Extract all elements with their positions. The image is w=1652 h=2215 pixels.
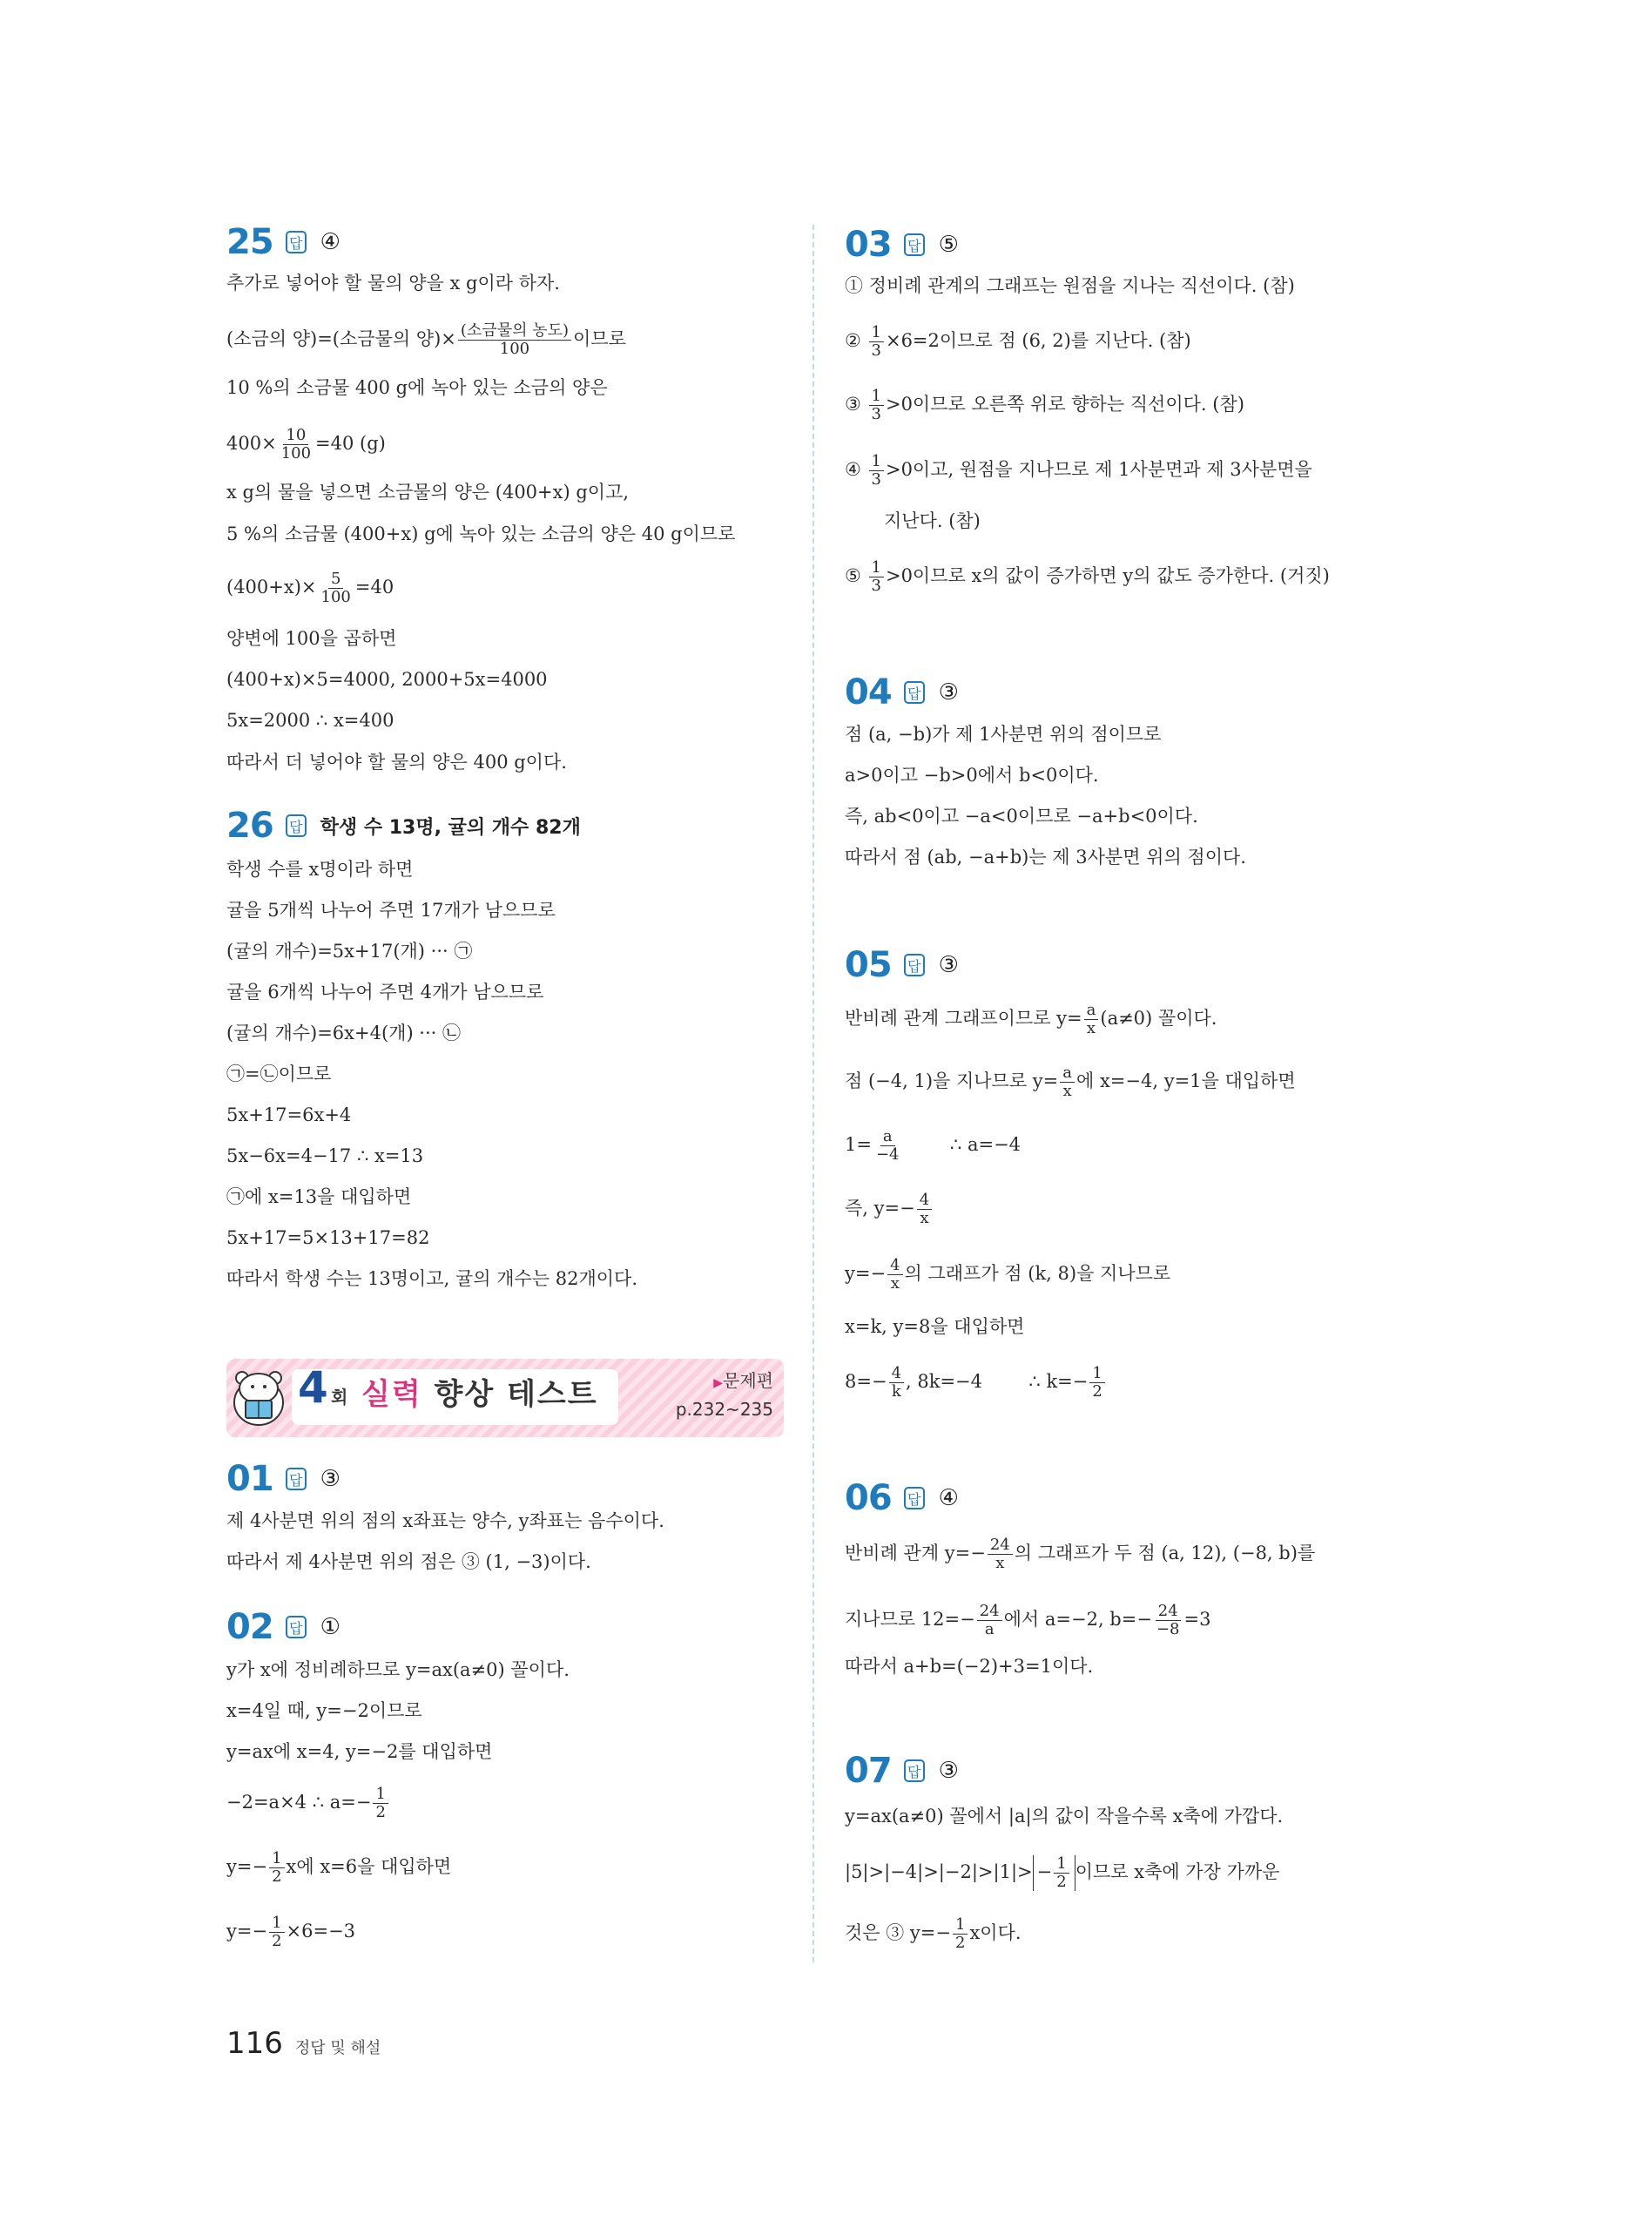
solution-line: y=ax(a≠0) 꼴에서 |a|의 값이 작을수록 x축에 가깝다. (845, 1806, 1284, 1827)
test-round-label: 회 (331, 1387, 348, 1408)
footer-label: 정답 및 해설 (294, 2039, 381, 2057)
solution-line: 반비례 관계 그래프이므로 y= $\frac{a}{x}$ (a≠0) 꼴이다. (845, 1001, 1217, 1037)
solution-line: 점 (−4, 1)을 지나므로 y= $\frac{a}{x}$ 에 x=−4, y=1을 대입하면 (845, 1064, 1296, 1100)
answer-tag: 답 (904, 1487, 925, 1509)
solution-line: 제 4사분면 위의 점의 x좌표는 양수, y좌표는 음수이다. (226, 1510, 664, 1531)
answer-tag: 답 (904, 681, 925, 704)
answer-tag: 답 (904, 954, 925, 976)
solution-line: 5x=2000 ∴ x=400 (226, 710, 394, 731)
solution-line: ㉠에 x=13을 대입하면 (226, 1186, 412, 1207)
solution-line: (소금의 양)=(소금물의 양)× $\frac{\text{(소금물의 농도)}}{100}$ 이므로 (226, 321, 626, 358)
problem-number: 05 (845, 945, 892, 985)
problem-number: 01 (226, 1459, 273, 1499)
answer-value: ③ (938, 1758, 959, 1784)
solution-line: 것은 ③ y=− $\frac{1}{2}$ x이다. (845, 1915, 1022, 1952)
solution-line: 지나므로 12=− $\frac{24}{a}$ 에서 a=−2, b=− $\frac{24}{-8}$ =3 (845, 1602, 1211, 1638)
section-banner (226, 1359, 784, 1437)
solution-line: 즉, y=− $\frac{4}{x}$ (845, 1192, 934, 1227)
solution-line: 1= $\frac{a}{-4}$ ∴ a=−4 (845, 1127, 1022, 1164)
solution-line: y=− $\frac{1}{2}$ ×6=−3 (226, 1914, 356, 1950)
answer-value: ⑤ (938, 232, 959, 258)
solution-line: (귤의 개수)=5x+17(개) ··· ㉠ (226, 941, 473, 962)
answer-value: ④ (938, 1485, 959, 1511)
solution-line: 따라서 a+b=(−2)+3=1이다. (845, 1656, 1094, 1677)
solution-line: 따라서 점 (ab, −a+b)는 제 3사분면 위의 점이다. (845, 847, 1246, 868)
solution-line: y가 x에 정비례하므로 y=ax(a≠0) 꼴이다. (226, 1659, 570, 1680)
solution-line: 400× $\frac{10}{100}$ =40 (g) (226, 426, 386, 463)
solution-line: 점 (a, −b)가 제 1사분면 위의 점이므로 (845, 724, 1162, 745)
solution-line: −2=a×4 ∴ a=− $\frac{1}{2}$ (226, 1786, 390, 1821)
answer-tag: 답 (904, 1759, 925, 1782)
solution-line: y=− $\frac{1}{2}$ x에 x=6을 대입하면 (226, 1849, 452, 1886)
problem-number: 03 (845, 225, 892, 265)
triangle-right-icon: ▶ (713, 1376, 724, 1390)
answer-value: ③ (938, 952, 959, 978)
solution-line: 즉, ab<0이고 −a<0이므로 −a+b<0이다. (845, 806, 1198, 827)
problem-number: 07 (845, 1751, 892, 1791)
problem-03-header (845, 225, 959, 265)
bear-mascot-icon (228, 1366, 289, 1428)
problem-number: 25 (226, 222, 273, 262)
problem-25-header (226, 222, 341, 262)
solution-line: 귤을 5개씩 나누어 주면 17개가 남으므로 (226, 900, 556, 921)
answer-value: ① (320, 1614, 341, 1640)
solution-line: 8=− $\frac{4}{k}$ , 8k=−4 ∴ k=− $\frac{1}{2}$ (845, 1365, 1107, 1401)
problem-07-header (845, 1751, 959, 1791)
solution-line: 5x+17=5×13+17=82 (226, 1227, 430, 1248)
answer-tag: 답 (286, 1616, 307, 1638)
page-number: 116 (226, 2026, 283, 2061)
solution-line: 귤을 6개씩 나누어 주면 4개가 남으므로 (226, 982, 544, 1003)
problem-book-reference: ▶문제편 p.232~235 (675, 1370, 773, 1420)
problem-number: 06 (845, 1478, 892, 1518)
problem-02-header (226, 1607, 341, 1647)
solution-line: (귤의 개수)=6x+4(개) ··· ㉡ (226, 1023, 462, 1043)
answer-tag: 답 (286, 814, 307, 837)
problem-number: 02 (226, 1607, 273, 1647)
solution-line: 추가로 넣어야 할 물의 양을 x g이라 하자. (226, 273, 560, 294)
answer-tag: 답 (286, 1468, 307, 1490)
page-footer (226, 2026, 381, 2061)
solution-line: ① 정비례 관계의 그래프는 원점을 지나는 직선이다. (참) (845, 275, 1295, 296)
solution-line: 따라서 학생 수는 13명이고, 귤의 개수는 82개이다. (226, 1268, 637, 1289)
solution-line: 학생 수를 x명이라 하면 (226, 859, 414, 880)
answer-value: ③ (938, 679, 959, 706)
problem-number: 04 (845, 672, 892, 712)
solution-line: (400+x)×5=4000, 2000+5x=4000 (226, 669, 548, 690)
answer-tag: 답 (904, 233, 925, 256)
solution-line: ④ $\frac{1}{3}$ >0이고, 원점을 지나므로 제 1사분면과 제 3사분면을 (845, 452, 1312, 489)
solution-line: 5 %의 소금물 (400+x) g에 녹아 있는 소금의 양은 40 g이므로 (226, 523, 736, 544)
solution-line: 따라서 더 넣어야 할 물의 양은 400 g이다. (226, 752, 567, 773)
banner-title: 실력 향상 테스트 (361, 1377, 598, 1412)
solution-line: 5x−6x=4−17 ∴ x=13 (226, 1145, 424, 1166)
solution-line: y=− $\frac{4}{x}$ 의 그래프가 점 (k, 8)을 지나므로 (845, 1256, 1171, 1293)
answer-value: 학생 수 13명, 귤의 개수 82개 (320, 816, 581, 839)
solution-line: ⑤ $\frac{1}{3}$ >0이므로 x의 값이 증가하면 y의 값도 증가한다. (거짓) (845, 558, 1330, 595)
problem-05-header (845, 945, 959, 985)
solution-line: 10 %의 소금물 400 g에 녹아 있는 소금의 양은 (226, 377, 608, 398)
answer-value: ③ (320, 1466, 341, 1492)
problem-26-header (226, 806, 581, 846)
solution-line: 양변에 100을 곱하면 (226, 628, 397, 649)
solution-line: y=ax에 x=4, y=−2를 대입하면 (226, 1741, 493, 1762)
solution-line: |5|>|−4|>|−2|>|1|> − $\frac{1}{2}$ 이므로 x축에 가장 가까운 (845, 1854, 1280, 1891)
solution-line: 5x+17=6x+4 (226, 1104, 352, 1125)
solution-line: x=k, y=8을 대입하면 (845, 1316, 1025, 1337)
solution-line: ㉠=㉡이므로 (226, 1064, 332, 1084)
problem-06-header (845, 1478, 959, 1518)
test-number: 4 (298, 1362, 328, 1413)
problem-number: 26 (226, 806, 273, 846)
solution-line: 반비례 관계 y=− $\frac{24}{x}$ 의 그래프가 두 점 (a, 12), (−8, b)를 (845, 1536, 1316, 1572)
solution-line: 따라서 제 4사분면 위의 점은 ③ (1, −3)이다. (226, 1551, 591, 1572)
solution-line: x=4일 때, y=−2이므로 (226, 1700, 422, 1721)
solution-line: a>0이고 −b>0에서 b<0이다. (845, 765, 1099, 786)
solution-line: ③ $\frac{1}{3}$ >0이므로 오른쪽 위로 향하는 직선이다. (참) (845, 387, 1244, 423)
solution-line: 지난다. (참) (884, 510, 981, 531)
solution-line: (400+x)× $\frac{5}{100}$ =40 (226, 570, 394, 606)
solution-line: x g의 물을 넣으면 소금물의 양은 (400+x) g이고, (226, 482, 630, 503)
answer-value: ④ (320, 229, 341, 255)
solution-line: ② $\frac{1}{3}$ ×6=2이므로 점 (6, 2)를 지난다. (참) (845, 323, 1191, 360)
problem-04-header (845, 672, 959, 712)
answer-tag: 답 (286, 231, 307, 253)
problem-01-header (226, 1459, 341, 1499)
column-divider (813, 225, 814, 1962)
